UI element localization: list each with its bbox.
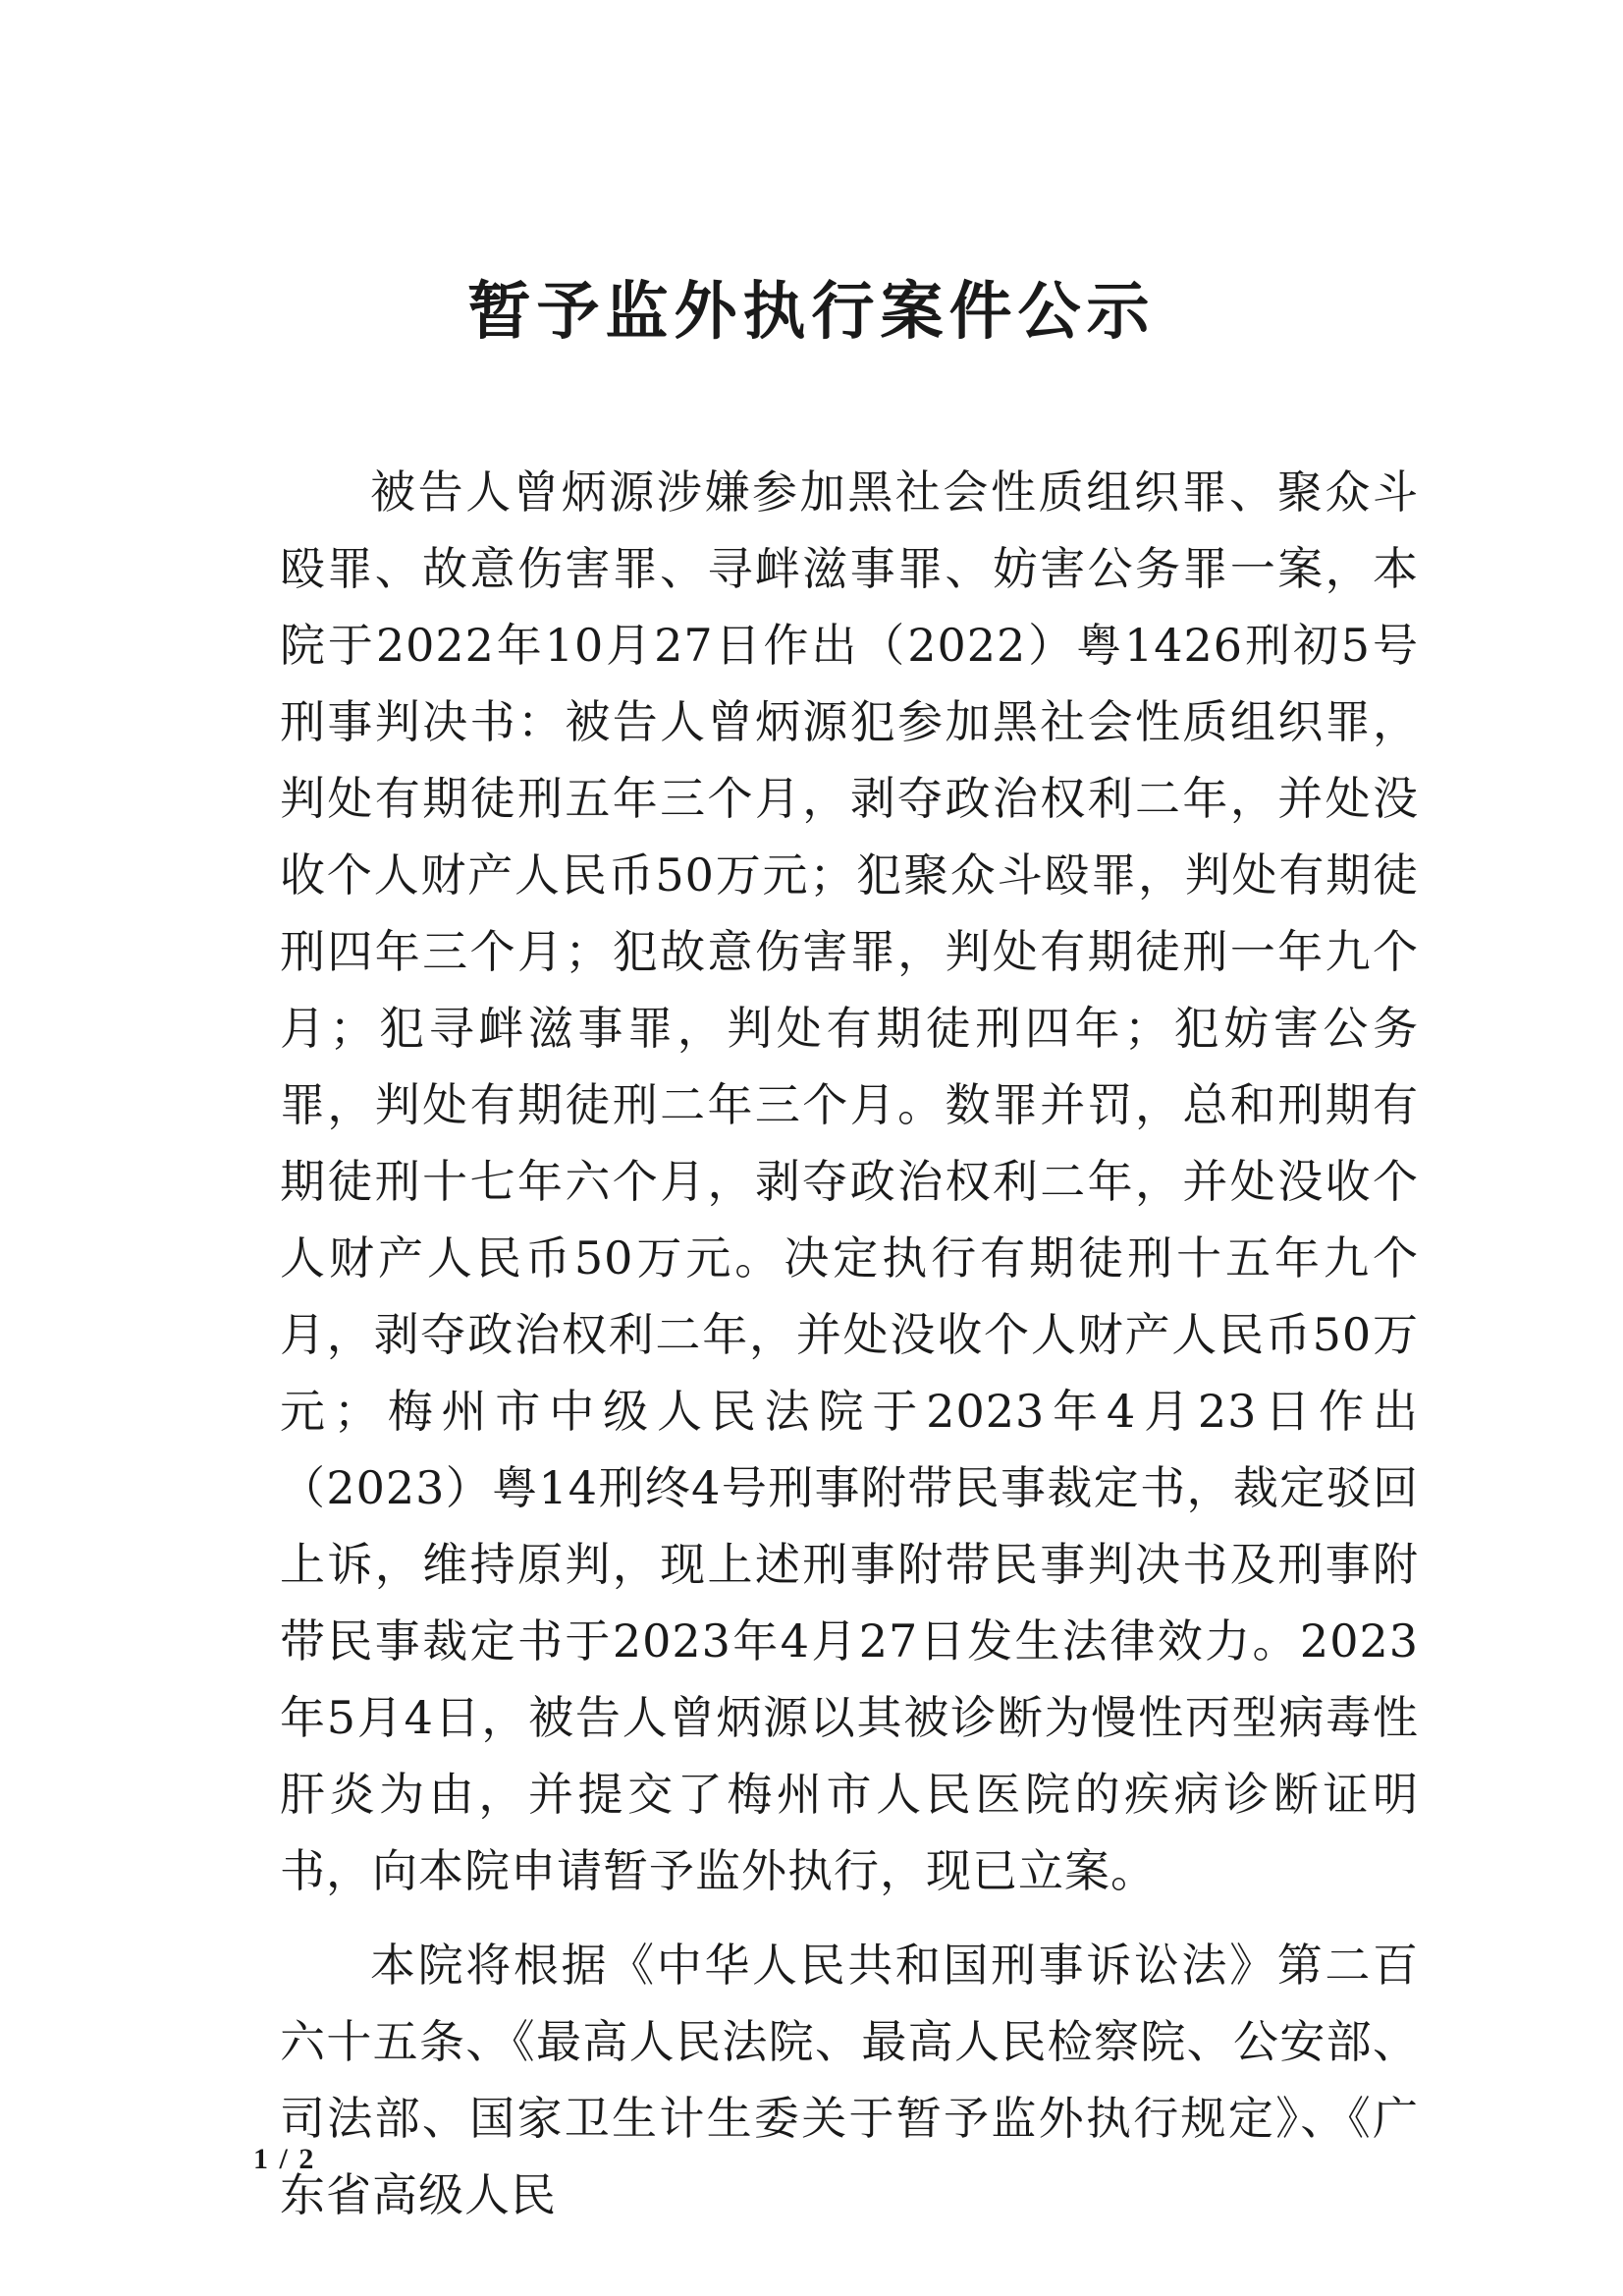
page-number: 1 / 2 [253,2143,316,2175]
paragraph-legal-basis: 本院将根据《中华人民共和国刑事诉讼法》第二百六十五条、《最高人民法院、最高人民检察院、公安部、司法部、国家卫生计生委关于暂予监外执行规定》、《广东省高级人民 [280,1939,1419,2221]
paragraph-case-details: 被告人曾炳源涉嫌参加黑社会性质组织罪、聚众斗殴罪、故意伤害罪、寻衅滋事罪、妨害公务罪一案，本院于2022年10月27日作出（2022）粤1426刑初5号刑事判决书：被告人曾炳源犯参加黑社会性质组织罪，判处有期徒刑五年三个月，剥夺政治权利二年，并处没收个人财产人民币50万元；犯聚众斗殴罪，判处有期徒刑四年三个月；犯故意伤害罪，判处有期徒刑一年九个月；犯寻衅滋事罪，判处有期徒刑四年；犯妨害公务罪，判处有期徒刑二年三个月。数罪并罚，总和刑期有期徒刑十七年六个月，剥夺政治权利二年，并处没收个人财产人民币50万元。决定执行有期徒刑十五年九个月，剥夺政治权利二年，并处没收个人财产人民币50万元；梅州市中级人民法院于2023年4月23日作出（2023）粤14刑终4号刑事附带民事裁定书，裁定驳回上诉，维持原判，现上述刑事附带民事判决书及刑事附带民事裁定书于2023年4月27日发生法律效力。2023年5月4日，被告人曾炳源以其被诊断为慢性丙型病毒性肝炎为由，并提交了梅州市人民医院的疾病诊断证明书，向本院申请暂予监外执行，现已立案。 [280,465,1419,1897]
document-title: 暂予监外执行案件公示 [467,276,1156,349]
document-body [280,454,1419,2251]
